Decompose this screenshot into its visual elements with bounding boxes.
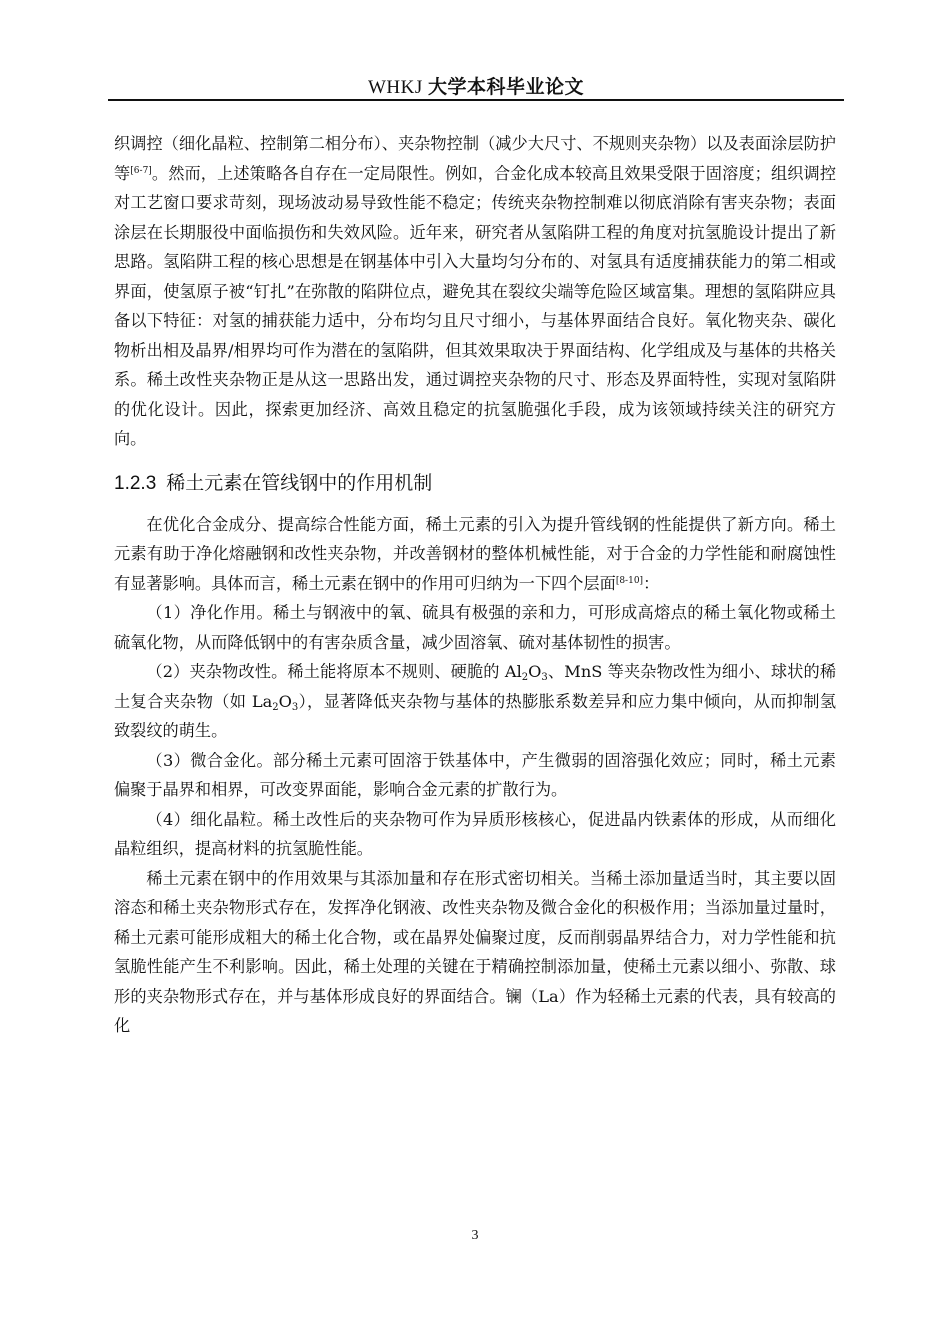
page-header <box>108 72 844 99</box>
item-2-text-a: （2）夹杂物改性。稀土能将原本不规则、硬脆的 Al <box>146 662 522 681</box>
paragraph-2 <box>114 510 836 599</box>
paragraph-2-text-b: ： <box>643 573 660 593</box>
paragraph-2-text-a: 在优化合金成分、提高综合性能方面，稀土元素的引入为提升管线钢的性能提供了新方向。稀土元素有助于净化熔融钢和改性夹杂物，并改善钢材的整体机械性能，对于合金的力学性能和耐腐蚀性有显著影响。具体而言，稀土元素在钢中的作用可归纳为一下四个层面 <box>114 514 836 593</box>
subscript: 2 <box>272 701 279 713</box>
item-2-text-c: 、MnS 等夹杂物改性为细小、球状的稀土复合夹杂物（如 La <box>114 662 837 711</box>
section-title: 稀土元素在管线钢中的作用机制 <box>166 471 433 494</box>
header-title: 大学本科毕业论文 <box>428 76 585 98</box>
section-heading <box>114 469 836 498</box>
section-number: 1.2.3 <box>114 472 157 494</box>
paragraph-1 <box>114 129 836 454</box>
list-item-1: （1）净化作用。稀土与钢液中的氧、硫具有极强的亲和力，可形成高熔点的稀土氧化物或稀土硫氧化物，从而降低钢中的有害杂质含量，减少固溶氧、硫对基体韧性的损害。 <box>114 603 836 652</box>
body-text <box>114 129 836 1041</box>
paragraph-3: 稀土元素在钢中的作用效果与其添加量和存在形式密切相关。当稀土添加量适当时，其主要以固溶态和稀土夹杂物形式存在，发挥净化钢液、改性夹杂物及微合金化的积极作用；当添加量过量时，稀土元素可能形成粗大的稀土化合物，或在晶界处偏聚过度，反而削弱晶界结合力，对力学性能和抗氢脆性能产生不利影响。因此，稀土处理的关键在于精确控制添加量，使稀土元素以细小、弥散、球形的夹杂物形式存在，并与基体形成良好的界面结合。镧（La）作为轻稀土元素的代表，具有较高的化 <box>114 868 836 1035</box>
list-item-2 <box>114 657 836 746</box>
item-2-text-e: ），显著降低夹杂物与基体的热膨胀系数差异和应力集中倾向，从而抑制氢致裂纹的萌生。 <box>114 691 837 740</box>
list-item-4: （4）细化晶粒。稀土改性后的夹杂物可作为异质形核核心，促进晶内铁素体的形成，从而细化晶粒组织，提高材料的抗氢脆性能。 <box>114 809 836 858</box>
paragraph-1-text-b: 。然而，上述策略各自存在一定局限性。例如，合金化成本较高且效果受限于固溶度；组织调控对工艺窗口要求苛刻，现场波动易导致性能不稳定；传统夹杂物控制难以彻底消除有害夹杂物；表面涂层在长期服役中面临损伤和失效风险。近年来，研究者从氢陷阱工程的角度对抗氢脆设计提出了新思路。氢陷阱工程的核心思想是在钢基体中引入大量均匀分布的、对氢具有适度捕获能力的第二相或界面，使氢原子被“钉扎”在弥散的陷阱位点，避免其在裂纹尖端等危险区域富集。理想的氢陷阱应具备以下特征：对氢的捕获能力适中，分布均匀且尺寸细小，与基体界面结合良好。氧化物夹杂、碳化物析出相及晶界/相界均可作为潜在的氢陷阱，但其效果取决于界面结构、化学组成及与基体的共格关系。稀土改性夹杂物正是从这一思路出发，通过调控夹杂物的尺寸、形态及界面特性，实现对氢陷阱的优化设计。因此，探索更加经济、高效且稳定的抗氢脆强化手段，成为该领域持续关注的研究方向。 <box>114 163 837 448</box>
item-2-text-b: O <box>528 662 542 681</box>
header-rule <box>108 99 844 101</box>
page-number: 3 <box>471 1228 479 1243</box>
citation-6-7: [6-7] <box>130 165 152 176</box>
subscript: 3 <box>541 672 548 683</box>
list-item-3: （3）微合金化。部分稀土元素可固溶于铁基体中，产生微弱的固溶强化效应；同时，稀土元素偏聚于晶界和相界，可改变界面能，影响合金元素的扩散行为。 <box>114 750 836 799</box>
header-prefix: WHKJ <box>367 77 428 98</box>
subscript: 2 <box>521 672 529 683</box>
paragraph-1-text-a: 织调控（细化晶粒、控制第二相分布）、夹杂物控制（减少大尺寸、不规则夹杂物）以及表面涂层防护等 <box>114 134 836 183</box>
citation-8-10: [8-10] <box>615 575 644 586</box>
subscript: 3 <box>291 701 299 713</box>
item-2-text-d: O <box>278 691 292 711</box>
